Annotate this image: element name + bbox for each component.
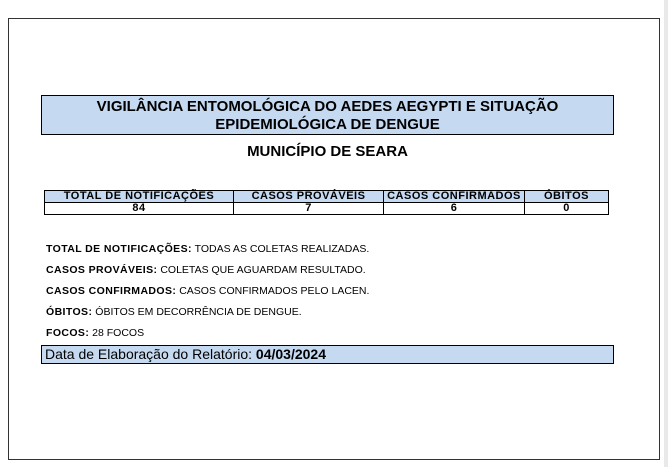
report-title <box>41 95 614 135</box>
legend-item <box>46 326 369 347</box>
legend-block <box>46 242 369 347</box>
legend-item <box>46 263 369 284</box>
legend-text: ÓBITOS EM DECORRÊNCIA DE DENGUE. <box>92 306 302 318</box>
legend-text: TODAS AS COLETAS REALIZADAS. <box>191 243 370 255</box>
legend-key: TOTAL DE NOTIFICAÇÕES: <box>46 243 192 255</box>
report-date-box <box>41 345 614 364</box>
legend-key: CASOS PROVÁVEIS: <box>46 264 158 276</box>
value-deaths: 0 <box>525 203 609 215</box>
window-edge <box>664 0 668 467</box>
header-confirmed-cases: CASOS CONFIRMADOS <box>384 191 525 203</box>
legend-item <box>46 242 369 263</box>
document-page <box>8 18 660 460</box>
value-probable-cases: 7 <box>234 203 384 215</box>
header-total-notifications: TOTAL DE NOTIFICAÇÕES <box>45 191 234 203</box>
stats-header-row <box>45 191 609 203</box>
municipality-subtitle: MUNICÍPIO DE SEARA <box>247 143 408 160</box>
legend-item <box>46 284 369 305</box>
report-date-label: Data de Elaboração do Relatório: <box>45 346 256 362</box>
legend-text: CASOS CONFIRMADOS PELO LACEN. <box>176 285 370 297</box>
stats-table <box>44 190 609 215</box>
legend-item <box>46 305 369 326</box>
value-confirmed-cases: 6 <box>384 203 525 215</box>
legend-text: 28 FOCOS <box>89 327 145 339</box>
stats-value-row <box>45 203 609 215</box>
legend-key: FOCOS: <box>46 327 90 339</box>
legend-key: CASOS CONFIRMADOS: <box>46 285 177 297</box>
report-title-line-2: EPIDEMIOLÓGICA DE DENGUE <box>215 116 440 133</box>
legend-key: ÓBITOS: <box>46 306 93 318</box>
legend-text: COLETAS QUE AGUARDAM RESULTADO. <box>157 264 366 276</box>
header-probable-cases: CASOS PROVÁVEIS <box>234 191 384 203</box>
report-date-value: 04/03/2024 <box>255 346 326 362</box>
value-total-notifications: 84 <box>45 203 234 215</box>
header-deaths: ÓBITOS <box>525 191 609 203</box>
report-title-line-1: VIGILÂNCIA ENTOMOLÓGICA DO AEDES AEGYPTI E SITUAÇÃO <box>96 98 559 115</box>
